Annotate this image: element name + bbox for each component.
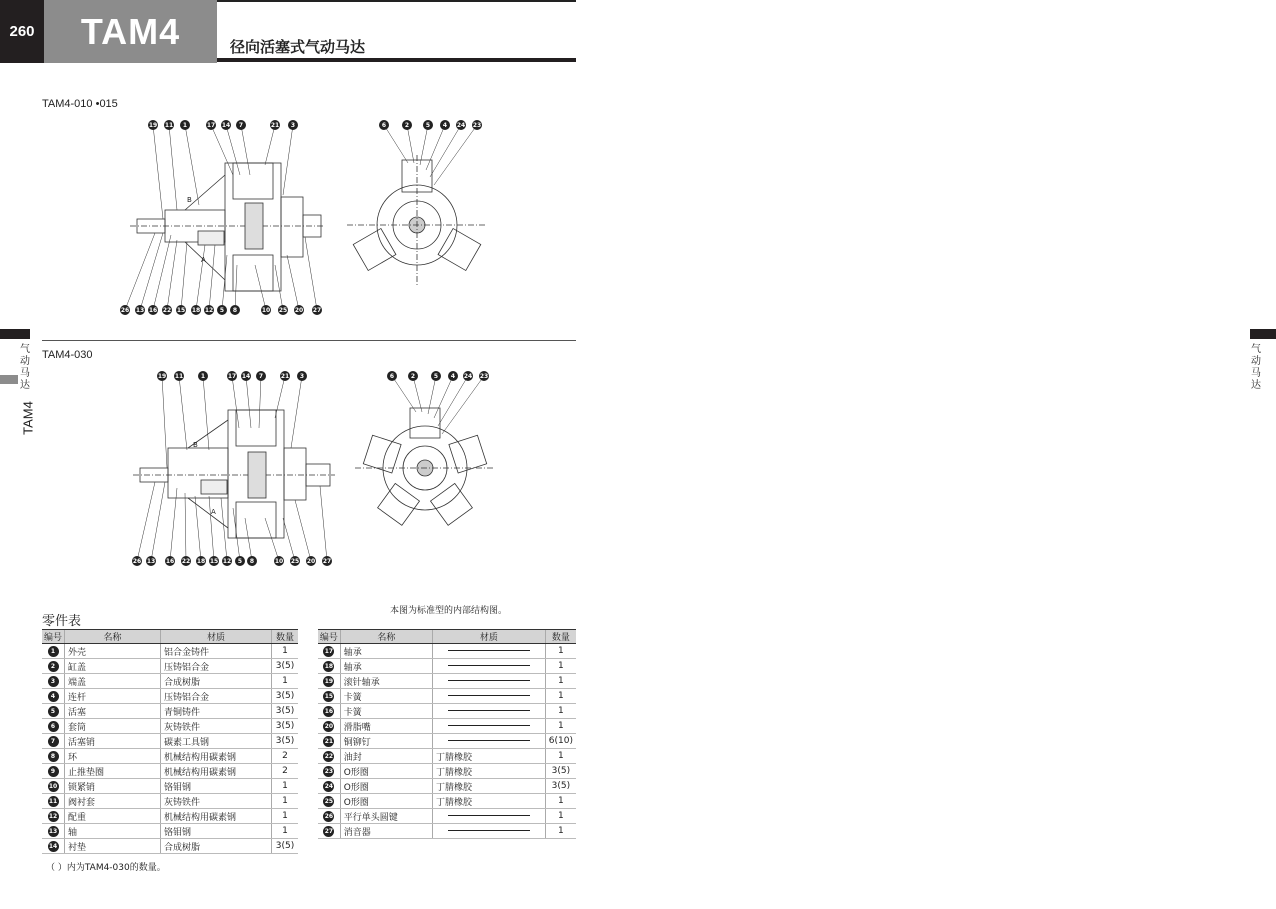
part-qty: 1: [272, 794, 299, 809]
table-row: [42, 644, 298, 659]
right-side-tab: [1250, 329, 1276, 339]
part-number: [318, 824, 340, 839]
table-row: [42, 824, 298, 839]
number-badge: 11: [48, 797, 58, 805]
callout-label: 14: [241, 373, 251, 380]
dash-line: [448, 650, 530, 651]
col-header-no: 编号: [318, 630, 340, 644]
table-row: [318, 764, 576, 779]
callout-label: 12: [222, 558, 232, 565]
part-material: 灰铸铁件: [161, 719, 272, 734]
callout-label: 18: [191, 307, 201, 314]
table-row: [318, 659, 576, 674]
part-qty: 6(10): [545, 734, 576, 749]
dash-line: [448, 680, 530, 681]
section-label-1: TAM4-010 •015: [42, 98, 118, 110]
part-number: [42, 644, 65, 659]
part-name: 轴承: [340, 644, 432, 659]
part-qty: 1: [272, 809, 299, 824]
part-material: 压铸铝合金: [161, 659, 272, 674]
part-name: 卡簧: [340, 704, 432, 719]
section-divider: [42, 340, 576, 341]
part-number: [318, 719, 340, 734]
callout-label: 19: [157, 373, 167, 380]
col-header-material: 材质: [433, 630, 546, 644]
part-qty: 1: [545, 794, 576, 809]
part-qty: 1: [272, 644, 299, 659]
page-number: 260: [0, 0, 44, 63]
part-qty: 3(5): [272, 659, 299, 674]
part-material: [433, 674, 546, 689]
part-qty: 1: [545, 644, 576, 659]
callout-label: 14: [221, 122, 231, 129]
table-row: [318, 704, 576, 719]
callout-label: 13: [146, 558, 156, 565]
callout-label: 15: [176, 307, 186, 314]
part-material: [433, 809, 546, 824]
side-section-diagram-1: [115, 115, 335, 320]
part-name: 铜铆钉: [340, 734, 432, 749]
callout-label: 17: [227, 373, 237, 380]
part-material: [433, 719, 546, 734]
part-name: 活塞销: [65, 734, 161, 749]
part-qty: 1: [545, 674, 576, 689]
port-label-a: A: [201, 256, 206, 264]
part-number: [318, 704, 340, 719]
part-number: [318, 794, 340, 809]
part-material: 灰铸铁件: [161, 794, 272, 809]
callout-label: 15: [209, 558, 219, 565]
table-row: [42, 689, 298, 704]
table-footnote: （ ）内为TAM4-030的数量。: [46, 863, 166, 873]
part-qty: 1: [272, 824, 299, 839]
part-name: 滚针轴承: [340, 674, 432, 689]
part-name: 端盖: [65, 674, 161, 689]
side-section-diagram-2: [125, 368, 345, 570]
number-badge: 17: [324, 647, 334, 655]
part-number: [42, 734, 65, 749]
part-name: 阀衬套: [65, 794, 161, 809]
right-side-label: 气动马达: [1251, 344, 1261, 391]
part-material: [433, 824, 546, 839]
callout-label: 25: [290, 558, 300, 565]
callout-label: 3: [290, 122, 296, 129]
part-material: 青铜铸件: [161, 704, 272, 719]
part-material: 碳素工具钢: [161, 734, 272, 749]
part-material: [433, 734, 546, 749]
number-badge: 1: [48, 646, 59, 657]
callout-label: 11: [174, 373, 184, 380]
dash-line: [448, 695, 530, 696]
part-number: [318, 689, 340, 704]
port-label-b: B: [193, 441, 198, 449]
table-row: [318, 734, 576, 749]
part-material: 铬钼钢: [161, 779, 272, 794]
callout-label: 11: [164, 122, 174, 129]
part-number: [42, 674, 65, 689]
table-row: [318, 809, 576, 824]
part-name: 外壳: [65, 644, 161, 659]
part-material: 机械结构用碳素钢: [161, 764, 272, 779]
table-row: [318, 779, 576, 794]
col-header-name: 名称: [340, 630, 432, 644]
part-name: O形圈: [340, 779, 432, 794]
callout-label: 10: [274, 558, 284, 565]
section-label-2: TAM4-030: [42, 349, 93, 361]
part-name: 配重: [65, 809, 161, 824]
part-qty: 3(5): [545, 764, 576, 779]
part-qty: 1: [545, 749, 576, 764]
callout-label: 25: [278, 307, 288, 314]
table-row: [318, 749, 576, 764]
table-row: [42, 719, 298, 734]
part-qty: 3(5): [272, 704, 299, 719]
front-view-diagram-2: [350, 368, 500, 548]
part-name: 连杆: [65, 689, 161, 704]
callout-label: 7: [238, 122, 244, 129]
dash-line: [448, 665, 530, 666]
part-material: 压铸铝合金: [161, 689, 272, 704]
callout-label: 13: [135, 307, 145, 314]
table-row: [42, 704, 298, 719]
number-badge: 21: [324, 737, 334, 745]
part-number: [42, 824, 65, 839]
part-name: 平行单头圆键: [340, 809, 432, 824]
number-badge: 22: [324, 752, 334, 760]
part-number: [42, 749, 65, 764]
table-row: [42, 764, 298, 779]
table-row: [318, 689, 576, 704]
table-row: [42, 734, 298, 749]
part-number: [318, 809, 340, 824]
part-name: 轴承: [340, 659, 432, 674]
part-number: [42, 794, 65, 809]
part-number: [42, 659, 65, 674]
port-label-b: B: [187, 196, 192, 204]
callout-label: 3: [299, 373, 305, 380]
number-badge: 15: [324, 692, 334, 700]
left-side-label: 气动马达: [20, 344, 30, 391]
callout-label: 23: [472, 122, 482, 129]
dash-line: [448, 710, 530, 711]
table-row: [42, 659, 298, 674]
callout-label: 7: [258, 373, 264, 380]
number-badge: 18: [324, 662, 334, 670]
part-material: [433, 659, 546, 674]
model-title: TAM4: [44, 0, 217, 63]
callout-label: 20: [294, 307, 304, 314]
part-name: 锁紧销: [65, 779, 161, 794]
part-material: 机械结构用碳素钢: [161, 809, 272, 824]
callout-label: 6: [381, 122, 387, 129]
part-number: [42, 719, 65, 734]
callout-label: 10: [261, 307, 271, 314]
callout-label: 12: [204, 307, 214, 314]
col-header-qty: 数量: [272, 630, 299, 644]
callout-label: 4: [442, 122, 448, 129]
dash-line: [448, 830, 530, 831]
part-number: [42, 764, 65, 779]
callout-label: 21: [270, 122, 280, 129]
part-number: [318, 734, 340, 749]
callout-label: 1: [200, 373, 206, 380]
part-number: [42, 809, 65, 824]
callout-label: 6: [389, 373, 395, 380]
parts-table-right: [318, 629, 576, 839]
callout-label: 5: [433, 373, 439, 380]
number-badge: 10: [48, 782, 58, 790]
part-material: [433, 644, 546, 659]
number-badge: 27: [324, 827, 334, 835]
number-badge: 20: [324, 722, 334, 730]
part-number: [318, 779, 340, 794]
dash-line: [448, 740, 530, 741]
table-row: [318, 719, 576, 734]
part-name: 套筒: [65, 719, 161, 734]
part-material: 合成树脂: [161, 839, 272, 854]
col-header-qty: 数量: [545, 630, 576, 644]
table-row: [42, 809, 298, 824]
part-number: [42, 779, 65, 794]
part-material: 丁腈橡胶: [433, 764, 546, 779]
parts-table-title: 零件表: [42, 614, 82, 629]
callout-label: 27: [322, 558, 332, 565]
table-row: [318, 644, 576, 659]
part-name: 活塞: [65, 704, 161, 719]
port-label-a: A: [211, 508, 216, 516]
callout-label: 26: [120, 307, 130, 314]
part-qty: 1: [545, 719, 576, 734]
part-number: [42, 704, 65, 719]
number-badge: 26: [324, 812, 334, 820]
dash-line: [448, 815, 530, 816]
part-material: [433, 689, 546, 704]
number-badge: 9: [48, 766, 59, 777]
part-name: 消音器: [340, 824, 432, 839]
left-side-marker: [0, 375, 18, 384]
number-badge: 8: [48, 751, 59, 762]
part-material: 丁腈橡胶: [433, 794, 546, 809]
callout-label: 27: [312, 307, 322, 314]
callout-label: 24: [463, 373, 473, 380]
callout-label: 5: [425, 122, 431, 129]
diagram-note: 本图为标准型的内部结构图。: [390, 606, 508, 616]
front-view-diagram-1: [342, 115, 492, 290]
callout-label: 16: [148, 307, 158, 314]
part-material: 丁腈橡胶: [433, 749, 546, 764]
number-badge: 3: [48, 676, 59, 687]
part-name: O形圈: [340, 764, 432, 779]
part-material: [433, 704, 546, 719]
table-row: [42, 779, 298, 794]
part-qty: 1: [545, 704, 576, 719]
part-name: O形圈: [340, 794, 432, 809]
table-row: [318, 794, 576, 809]
part-qty: 3(5): [272, 719, 299, 734]
table-row: [42, 839, 298, 854]
callout-label: 22: [162, 307, 172, 314]
part-number: [318, 674, 340, 689]
part-material: 铝合金铸件: [161, 644, 272, 659]
col-header-no: 编号: [42, 630, 65, 644]
part-material: 丁腈橡胶: [433, 779, 546, 794]
number-badge: 19: [324, 677, 334, 685]
part-name: 轴: [65, 824, 161, 839]
number-badge: 2: [48, 661, 59, 672]
callout-label: 19: [148, 122, 158, 129]
subtitle-rule: [217, 58, 576, 62]
part-qty: 2: [272, 764, 299, 779]
number-badge: 4: [48, 691, 59, 702]
number-badge: 7: [48, 736, 59, 747]
callout-label: 26: [132, 558, 142, 565]
callout-label: 4: [450, 373, 456, 380]
dash-line: [448, 725, 530, 726]
part-number: [318, 659, 340, 674]
part-name: 滑脂嘴: [340, 719, 432, 734]
part-qty: 1: [272, 674, 299, 689]
part-number: [42, 689, 65, 704]
callout-label: 22: [181, 558, 191, 565]
parts-table-left: [42, 629, 298, 854]
col-header-name: 名称: [65, 630, 161, 644]
part-material: 铬钼钢: [161, 824, 272, 839]
part-qty: 3(5): [272, 689, 299, 704]
callout-label: 16: [165, 558, 175, 565]
number-badge: 16: [324, 707, 334, 715]
callout-label: 1: [182, 122, 188, 129]
part-qty: 1: [545, 824, 576, 839]
number-badge: 13: [48, 827, 58, 835]
part-number: [318, 749, 340, 764]
table-row: [42, 794, 298, 809]
part-qty: 3(5): [545, 779, 576, 794]
part-material: 合成树脂: [161, 674, 272, 689]
number-badge: 25: [324, 797, 334, 805]
callout-label: 23: [479, 373, 489, 380]
table-row: [42, 674, 298, 689]
number-badge: 14: [48, 842, 58, 850]
part-number: [318, 644, 340, 659]
part-name: 缸盖: [65, 659, 161, 674]
number-badge: 6: [48, 721, 59, 732]
part-qty: 3(5): [272, 734, 299, 749]
part-qty: 1: [545, 659, 576, 674]
part-name: 衬垫: [65, 839, 161, 854]
part-qty: 2: [272, 749, 299, 764]
number-badge: 23: [324, 767, 334, 775]
callout-label: 2: [404, 122, 410, 129]
number-badge: 24: [324, 782, 334, 790]
col-header-material: 材质: [161, 630, 272, 644]
callout-label: 5: [219, 307, 225, 314]
left-side-model: TAM4: [20, 401, 36, 435]
callout-label: 24: [456, 122, 466, 129]
number-badge: 5: [48, 706, 59, 717]
part-name: 环: [65, 749, 161, 764]
callout-label: 5: [237, 558, 243, 565]
part-material: 机械结构用碳素钢: [161, 749, 272, 764]
table-row: [42, 749, 298, 764]
part-qty: 1: [272, 779, 299, 794]
part-qty: 1: [545, 809, 576, 824]
callout-label: 20: [306, 558, 316, 565]
callout-label: 8: [232, 307, 238, 314]
callout-label: 8: [249, 558, 255, 565]
number-badge: 12: [48, 812, 58, 820]
part-name: 止推垫圈: [65, 764, 161, 779]
part-name: 油封: [340, 749, 432, 764]
callout-label: 17: [206, 122, 216, 129]
part-name: 卡簧: [340, 689, 432, 704]
left-side-tab: [0, 329, 30, 339]
page-subtitle: 径向活塞式气动马达: [230, 38, 366, 56]
table-row: [318, 674, 576, 689]
callout-label: 2: [410, 373, 416, 380]
callout-label: 18: [196, 558, 206, 565]
part-qty: 1: [545, 689, 576, 704]
part-qty: 3(5): [272, 839, 299, 854]
callout-label: 21: [280, 373, 290, 380]
part-number: [42, 839, 65, 854]
part-number: [318, 764, 340, 779]
table-row: [318, 824, 576, 839]
